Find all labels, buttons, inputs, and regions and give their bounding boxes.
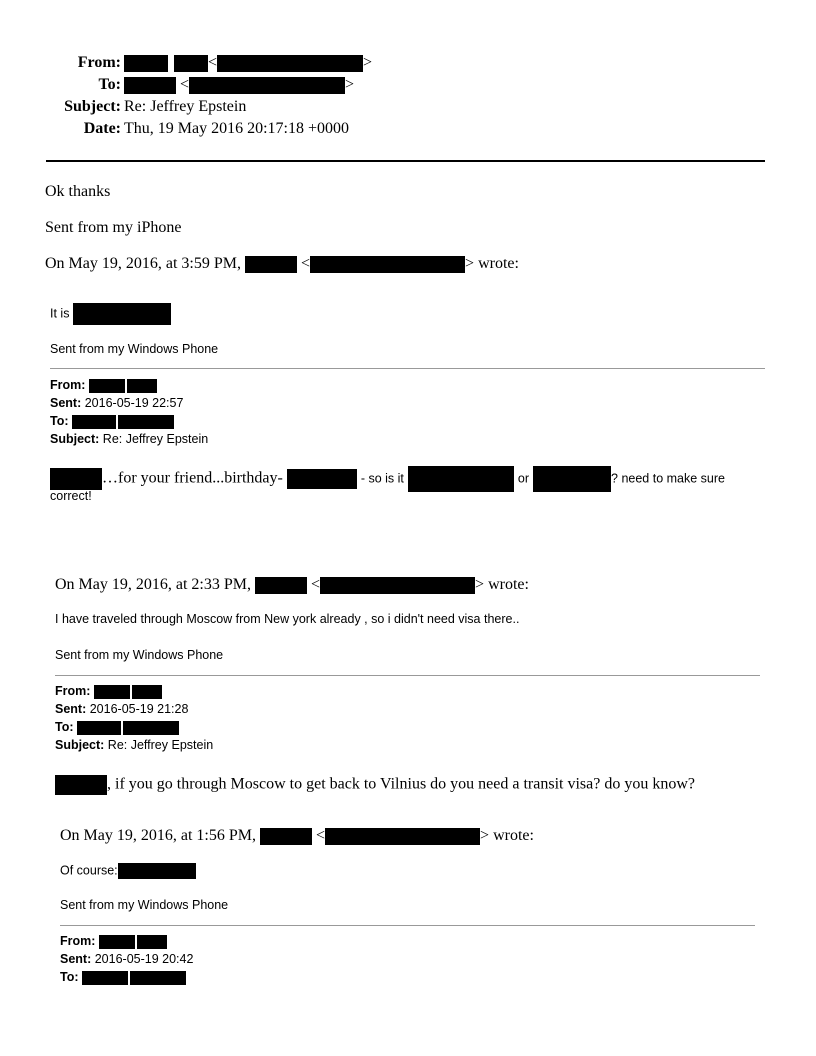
msg1-reply-cont: correct! — [50, 489, 92, 503]
redaction — [325, 828, 480, 845]
msg2-sent — [55, 702, 188, 716]
redaction — [118, 863, 196, 879]
redaction — [89, 379, 125, 393]
msg1-to — [50, 414, 174, 429]
msg1-divider — [50, 368, 765, 369]
msg1-to-label: To: — [50, 414, 69, 428]
redaction — [127, 379, 157, 393]
date-value: Thu, 19 May 2016 20:17:18 +0000 — [124, 120, 350, 137]
msg2-reply — [55, 775, 695, 795]
angle-open: < — [301, 255, 311, 272]
msg1-reply — [50, 466, 725, 492]
wrote-text: wrote: — [478, 255, 519, 272]
msg3-sent — [60, 952, 193, 966]
redaction — [287, 469, 357, 489]
msg2-from-label: From: — [55, 684, 91, 698]
to-label: To: — [98, 76, 121, 93]
redaction — [174, 55, 208, 72]
quote-prefix: On May 19, 2016, at 2:33 PM, — [55, 576, 251, 593]
quote-prefix: On May 19, 2016, at 1:56 PM, — [60, 827, 256, 844]
msg2-signature: Sent from my Windows Phone — [55, 648, 224, 662]
msg3-divider — [60, 925, 755, 926]
redaction — [50, 468, 102, 490]
redaction — [320, 577, 475, 594]
msg1-signature: Sent from my Windows Phone — [50, 342, 219, 356]
msg2-reply-text: , if you go through Moscow to get back to Vilnius do you need a transit visa? do you know? — [107, 775, 695, 793]
date-label: Date: — [83, 120, 121, 137]
msg2-sent-label: Sent: — [55, 702, 87, 716]
redaction — [533, 466, 611, 492]
msg2-to-label: To: — [55, 720, 74, 734]
msg2-text: I have traveled through Moscow from New york already , so i didn't need visa there.. — [55, 612, 520, 626]
msg2-from — [55, 684, 162, 699]
msg1-subject-value: Re: Jeffrey Epstein — [102, 432, 209, 446]
redaction — [124, 77, 176, 94]
redaction — [408, 466, 514, 492]
quote-header-3 — [60, 827, 534, 845]
redaction — [94, 685, 130, 699]
redaction — [72, 415, 116, 429]
msg1-sent — [50, 396, 183, 410]
redaction — [189, 77, 345, 94]
msg1-from — [50, 378, 157, 393]
redaction — [123, 721, 179, 735]
angle-close: > — [363, 54, 373, 71]
msg1-sent-label: Sent: — [50, 396, 82, 410]
msg1-reply-part1: …for your friend...birthday- — [102, 469, 283, 487]
msg3-text-prefix: Of course: — [60, 863, 118, 878]
wrote-text: wrote: — [488, 576, 529, 593]
msg3-from — [60, 934, 167, 949]
msg2-to — [55, 720, 179, 735]
from-label: From: — [77, 54, 121, 71]
msg1-sent-value: 2016-05-19 22:57 — [84, 396, 184, 410]
msg2-subject-label: Subject: — [55, 738, 105, 752]
body-line-ok-thanks: Ok thanks — [45, 183, 111, 200]
msg1-text — [50, 303, 171, 325]
body-signature-iphone: Sent from my iPhone — [45, 219, 182, 236]
msg1-subject-label: Subject: — [50, 432, 100, 446]
wrote-text: wrote: — [493, 827, 534, 844]
to-value — [124, 76, 354, 94]
redaction — [260, 828, 312, 845]
msg2-subject-value: Re: Jeffrey Epstein — [107, 738, 214, 752]
msg3-sent-value: 2016-05-19 20:42 — [94, 952, 194, 966]
angle-open: < — [208, 54, 218, 71]
redaction — [255, 577, 307, 594]
redaction — [99, 935, 135, 949]
angle-open: < — [316, 827, 326, 844]
angle-open: < — [180, 76, 190, 93]
msg1-from-label: From: — [50, 378, 86, 392]
redaction — [130, 971, 186, 985]
redaction — [137, 935, 167, 949]
angle-open: < — [311, 576, 321, 593]
msg3-to-label: To: — [60, 970, 79, 984]
subject-value: Re: Jeffrey Epstein — [124, 98, 247, 115]
redaction — [118, 415, 174, 429]
from-value — [124, 54, 372, 72]
angle-close: > — [465, 255, 475, 272]
msg3-to — [60, 970, 186, 985]
msg2-sent-value: 2016-05-19 21:28 — [89, 702, 189, 716]
msg3-from-label: From: — [60, 934, 96, 948]
redaction — [310, 256, 465, 273]
redaction — [73, 303, 171, 325]
msg1-subject — [50, 432, 208, 446]
subject-label: Subject: — [64, 98, 121, 115]
redaction — [245, 256, 297, 273]
angle-close: > — [345, 76, 355, 93]
quote-header-2 — [55, 576, 529, 594]
msg3-text — [60, 863, 196, 879]
angle-close: > — [475, 576, 485, 593]
msg2-divider — [55, 675, 760, 676]
msg3-sent-label: Sent: — [60, 952, 92, 966]
msg1-reply-part4: ? need to make sure — [611, 471, 725, 486]
redaction — [124, 55, 168, 72]
redaction — [82, 971, 128, 985]
redaction — [77, 721, 121, 735]
msg3-signature: Sent from my Windows Phone — [60, 898, 229, 912]
redaction — [55, 775, 107, 795]
quote-header-1 — [45, 255, 519, 273]
header-divider — [46, 160, 765, 162]
msg2-subject — [55, 738, 213, 752]
redaction — [132, 685, 162, 699]
msg1-reply-part2: - so is it — [360, 471, 404, 486]
angle-close: > — [480, 827, 490, 844]
msg1-text-prefix: It is — [50, 306, 70, 321]
quote-prefix: On May 19, 2016, at 3:59 PM, — [45, 255, 241, 272]
redaction — [217, 55, 363, 72]
msg1-reply-part3: or — [517, 471, 530, 486]
